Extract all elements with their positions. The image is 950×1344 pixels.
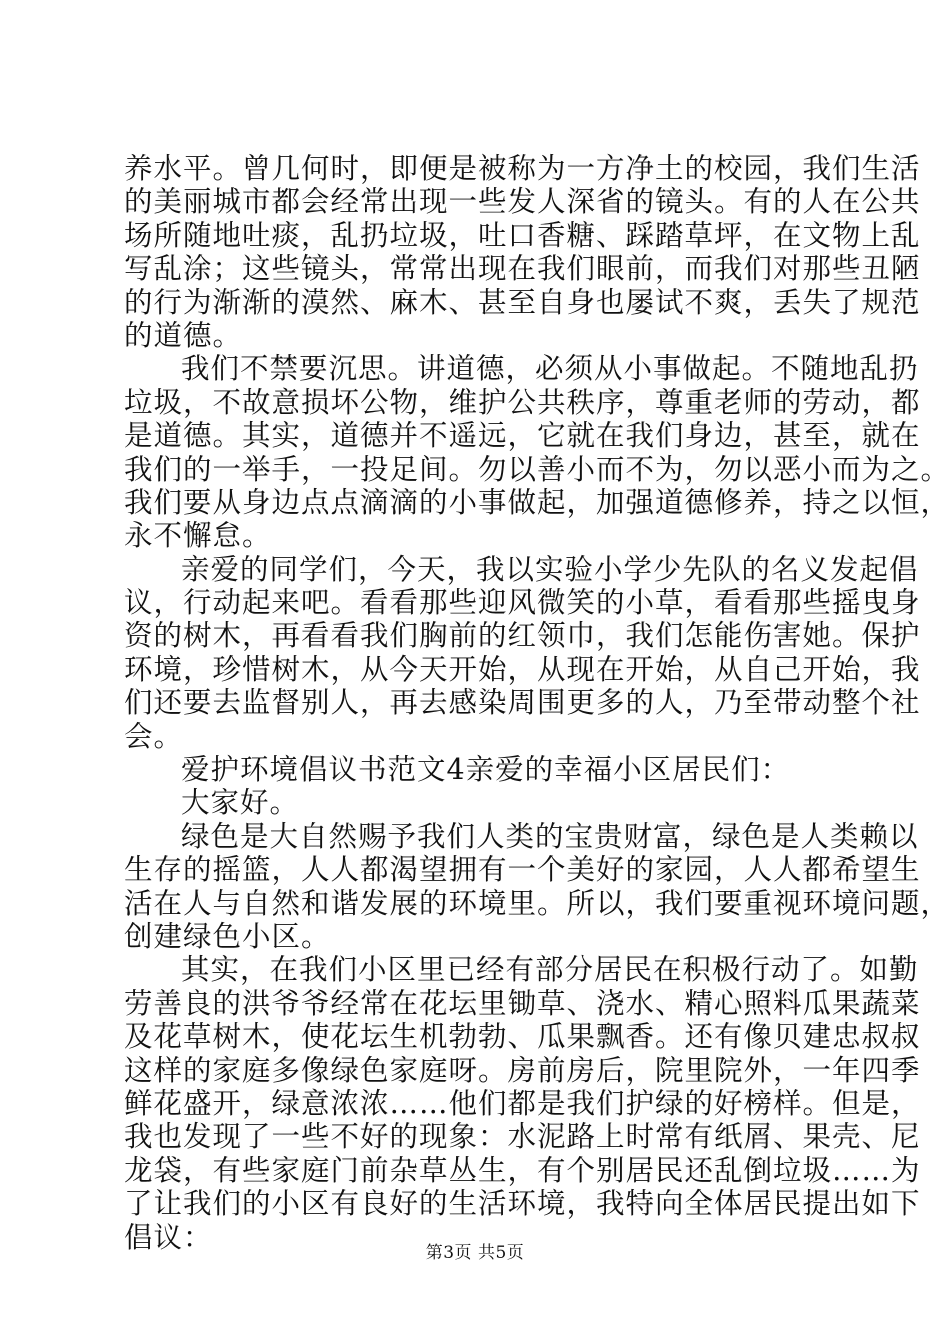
text-line: 了让我们的小区有良好的生活环境，我特向全体居民提出如下	[124, 1187, 921, 1221]
text-line: 会。	[124, 719, 184, 753]
document-body	[124, 152, 950, 1254]
text-line: 倡议：	[124, 1220, 213, 1254]
page-footer: 第3页 共5页	[425, 1243, 525, 1263]
text-line: 资的树木，再看看我们胸前的红领巾，我们怎能伤害她。保护	[124, 619, 921, 653]
text-line: 龙袋，有些家庭门前杂草丛生，有个别居民还乱倒垃圾……为	[124, 1153, 921, 1187]
text-line: 我们要从身边点点滴滴的小事做起，加强道德修养，持之以恒，	[124, 485, 950, 519]
text-line: 的道德。	[124, 318, 243, 352]
text-line: 场所随地吐痰，乱扔垃圾，吐口香糖、踩踏草坪，在文物上乱	[124, 218, 921, 252]
text-line: 大家好。	[181, 786, 300, 820]
text-line: 生存的摇篮，人人都渴望拥有一个美好的家园，人人都希望生	[124, 853, 921, 887]
text-line: 其实，在我们小区里已经有部分居民在积极行动了。如勤	[181, 953, 919, 987]
text-line: 我们的一举手，一投足间。勿以善小而不为，勿以恶小而为之。	[124, 452, 950, 486]
text-line: 的行为渐渐的漠然、麻木、甚至自身也屡试不爽，丢失了规范	[124, 285, 921, 319]
text-line: 爱护环境倡议书范文4亲爱的幸福小区居民们：	[181, 753, 791, 787]
text-line: 劳善良的洪爷爷经常在花坛里锄草、浇水、精心照料瓜果蔬菜	[124, 986, 921, 1020]
text-line: 的美丽城市都会经常出现一些发人深省的镜头。有的人在公共	[124, 185, 921, 219]
text-line: 绿色是大自然赐予我们人类的宝贵财富，绿色是人类赖以	[181, 819, 919, 853]
text-line: 永不懈怠。	[124, 519, 272, 553]
text-line: 我们不禁要沉思。讲道德，必须从小事做起。不随地乱扔	[181, 352, 919, 386]
text-line: 议，行动起来吧。看看那些迎风微笑的小草，看看那些摇曳身	[124, 586, 921, 620]
text-line: 创建绿色小区。	[124, 919, 331, 953]
text-line: 垃圾，不故意损坏公物，维护公共秩序，尊重老师的劳动，都	[124, 385, 921, 419]
text-line: 环境，珍惜树木，从今天开始，从现在开始，从自己开始，我	[124, 652, 921, 686]
text-line: 这样的家庭多像绿色家庭呀。房前房后，院里院外，一年四季	[124, 1053, 921, 1087]
text-line: 我也发现了一些不好的现象：水泥路上时常有纸屑、果壳、尼	[124, 1120, 921, 1154]
text-line: 是道德。其实，道德并不遥远，它就在我们身边，甚至，就在	[124, 419, 921, 453]
text-line: 及花草树木，使花坛生机勃勃、瓜果飘香。还有像贝建忠叔叔	[124, 1020, 921, 1054]
text-line: 活在人与自然和谐发展的环境里。所以，我们要重视环境问题，	[124, 886, 950, 920]
text-line: 养水平。曾几何时，即便是被称为一方净土的校园，我们生活	[124, 152, 921, 185]
text-line: 亲爱的同学们，今天，我以实验小学少先队的名义发起倡	[181, 552, 919, 586]
text-line: 鲜花盛开，绿意浓浓……他们都是我们护绿的好榜样。但是，	[124, 1086, 921, 1120]
text-line: 写乱涂；这些镜头，常常出现在我们眼前，而我们对那些丑陋	[124, 252, 921, 286]
text-line: 们还要去监督别人，再去感染周围更多的人，乃至带动整个社	[124, 686, 921, 720]
